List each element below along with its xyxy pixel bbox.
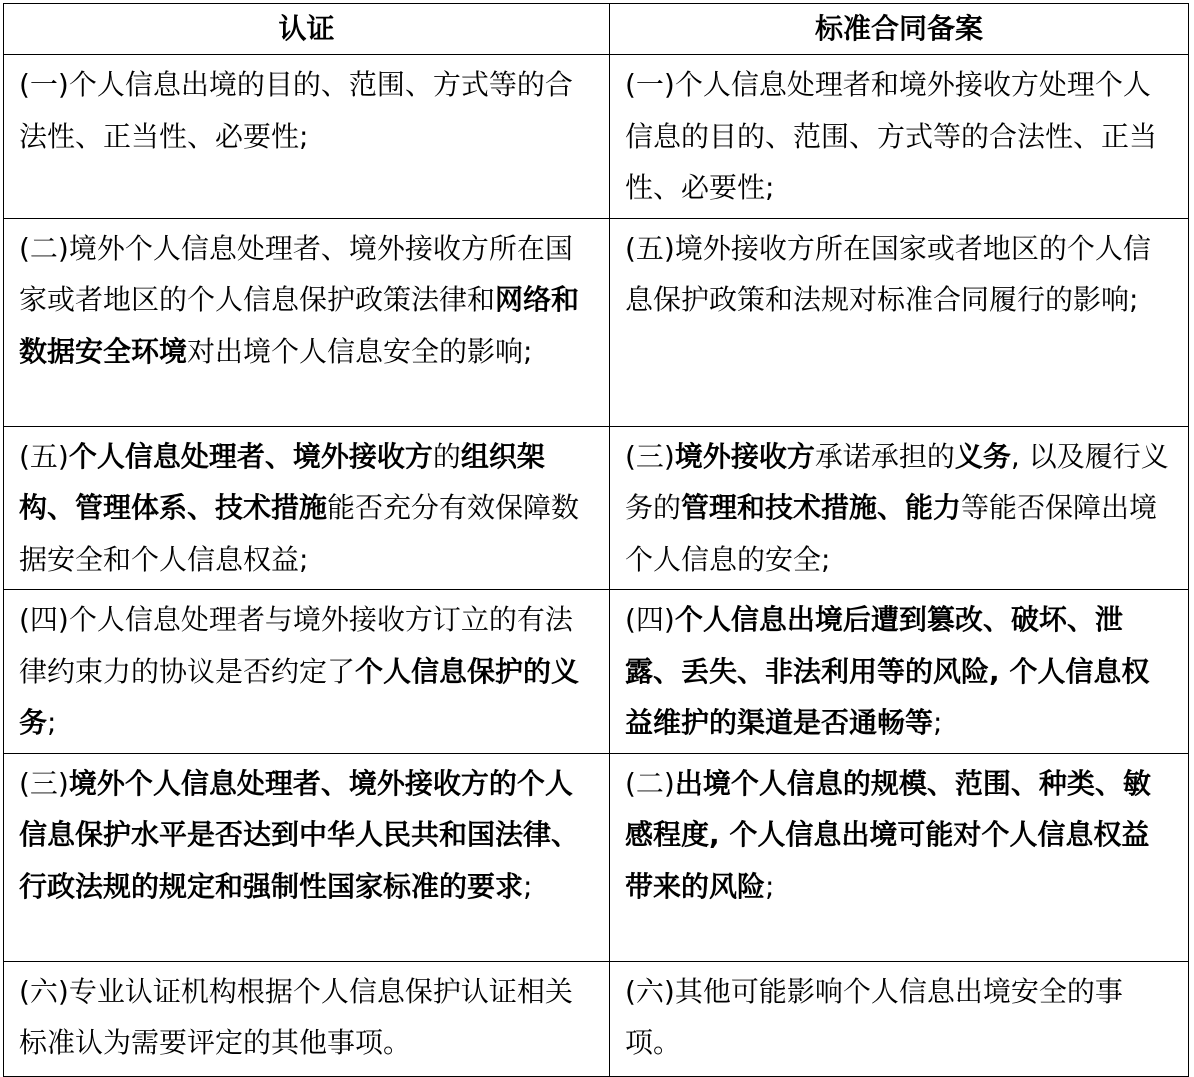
cell-text bbox=[19, 962, 597, 1073]
cell-certification bbox=[4, 426, 610, 590]
cell-text bbox=[625, 55, 1176, 218]
text-run: (六)专业认证机构根据个人信息保护认证相关标准认为需要评定的其他事项。 bbox=[19, 974, 573, 1059]
table-row bbox=[4, 426, 1189, 590]
text-run: 承诺承担的 bbox=[814, 439, 955, 473]
cell-text bbox=[19, 55, 597, 166]
bold-text-run: 个人信息出境后遭到篡改、破坏、泄露、丢失、非法利用等的风险, 个人信息权益维护的渠道是否通畅等 bbox=[625, 603, 1150, 739]
bold-text-run: 义务 bbox=[954, 439, 1011, 473]
cell-standard-contract bbox=[610, 961, 1189, 1076]
bold-text-run: 组织架构、管理体系、技术措施 bbox=[19, 439, 545, 524]
comparison-table bbox=[3, 3, 1189, 1077]
bold-text-run: 境外接收方 bbox=[674, 439, 815, 473]
cell-text bbox=[19, 219, 597, 382]
table-row bbox=[4, 961, 1189, 1076]
table-row bbox=[4, 590, 1189, 754]
cell-standard-contract bbox=[610, 426, 1189, 590]
text-run: (四) bbox=[625, 603, 675, 636]
text-run: (一)个人信息出境的目的、范围、方式等的合法性、正当性、必要性; bbox=[19, 68, 573, 153]
header-certification: 认证 bbox=[4, 4, 610, 55]
cell-text bbox=[625, 590, 1176, 753]
text-run: , 以及履行义务的 bbox=[625, 439, 1169, 524]
text-run: (五) bbox=[19, 439, 69, 473]
text-run: ; bbox=[765, 869, 775, 903]
text-run: (二) bbox=[625, 766, 675, 800]
cell-certification bbox=[4, 961, 610, 1076]
table-row bbox=[4, 55, 1189, 219]
cell-text bbox=[625, 754, 1176, 917]
cell-standard-contract bbox=[610, 55, 1189, 219]
header-row bbox=[4, 4, 1189, 55]
text-run: 的 bbox=[432, 439, 461, 473]
text-run: ; bbox=[47, 706, 57, 739]
cell-text bbox=[19, 427, 597, 590]
text-run: ; bbox=[933, 706, 943, 739]
text-run: 对出境个人信息安全的影响; bbox=[187, 334, 533, 368]
table-row bbox=[4, 218, 1189, 426]
cell-certification bbox=[4, 753, 610, 961]
cell-certification bbox=[4, 218, 610, 426]
cell-certification bbox=[4, 590, 610, 754]
cell-text bbox=[19, 590, 597, 753]
bold-text-run: 个人信息保护的义务 bbox=[19, 654, 580, 739]
text-run: ; bbox=[523, 869, 533, 903]
text-run: 等能否保障出境个人信息的安全; bbox=[625, 491, 1158, 576]
text-run: (三) bbox=[625, 439, 675, 473]
text-run: 能否充分有效保障数据安全和个人信息权益; bbox=[19, 491, 580, 576]
bold-text-run: 个人信息处理者、境外接收方 bbox=[68, 439, 433, 473]
text-run: (一)个人信息处理者和境外接收方处理个人信息的目的、范围、方式等的合法性、正当性、必要性; bbox=[625, 68, 1158, 204]
table-row bbox=[4, 753, 1189, 961]
bold-text-run: 管理和技术措施、能力 bbox=[681, 491, 962, 524]
cell-text bbox=[19, 754, 597, 917]
cell-text bbox=[625, 427, 1176, 590]
cell-text bbox=[625, 219, 1176, 330]
text-run: (四)个人信息处理者与境外接收方订立的有法律约束力的协议是否约定了 bbox=[19, 603, 573, 688]
cell-standard-contract bbox=[610, 753, 1189, 961]
text-run: (三) bbox=[19, 766, 69, 800]
bold-text-run: 境外个人信息处理者、境外接收方的个人信息保护水平是否达到中华人民共和国法律、行政法规的规定和强制性国家标准的要求 bbox=[19, 766, 580, 903]
cell-standard-contract bbox=[610, 218, 1189, 426]
text-run: (五)境外接收方所在国家或者地区的个人信息保护政策和法规对标准合同履行的影响; bbox=[625, 231, 1151, 316]
cell-standard-contract bbox=[610, 590, 1189, 754]
header-standard-contract-filing: 标准合同备案 bbox=[610, 4, 1189, 55]
text-run: (二)境外个人信息处理者、境外接收方所在国家或者地区的个人信息保护政策法律和 bbox=[19, 231, 573, 316]
cell-text bbox=[625, 962, 1176, 1073]
bold-text-run: 网络和数据安全环境 bbox=[19, 283, 580, 368]
cell-certification bbox=[4, 55, 610, 219]
text-run: (六)其他可能影响个人信息出境安全的事项。 bbox=[625, 974, 1123, 1059]
bold-text-run: 出境个人信息的规模、范围、种类、敏感程度, 个人信息出境可能对个人信息权益带来的风险 bbox=[625, 766, 1151, 903]
